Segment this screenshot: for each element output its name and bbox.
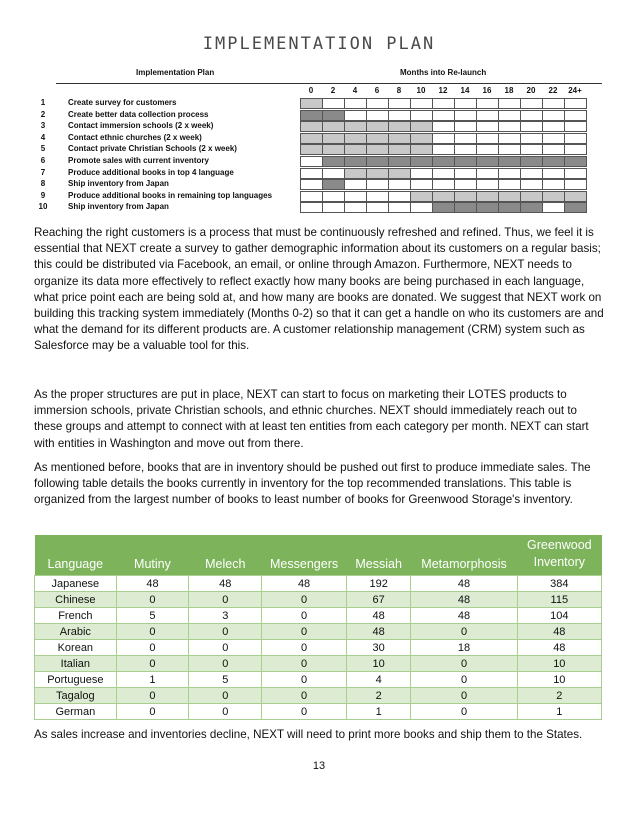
table-cell: 115 — [517, 592, 601, 608]
table-cell: 48 — [116, 576, 189, 592]
gantt-cell — [366, 156, 389, 167]
gantt-cell — [344, 110, 367, 121]
gantt-task-number: 5 — [40, 144, 46, 154]
gantt-cell — [454, 202, 477, 213]
gantt-cell — [300, 110, 323, 121]
gantt-cell — [366, 179, 389, 190]
table-cell: 0 — [116, 688, 189, 704]
gantt-cell — [542, 110, 565, 121]
gantt-cell — [410, 202, 433, 213]
paragraph-inventory: As mentioned before, books that are in inventory should be pushed out first to produce immediate sales. The following table details the books currently in inventory for the top recommended translations. This table is organized from the largest number of books to least number of books for Greenwood Storage's inventory. — [34, 461, 591, 507]
header-messiah: Messiah — [346, 535, 411, 576]
gantt-cell — [432, 156, 455, 167]
gantt-cell — [388, 179, 411, 190]
gantt-cell — [432, 168, 455, 179]
gantt-cell — [322, 110, 345, 121]
gantt-task-number: 4 — [40, 132, 46, 142]
table-cell: 48 — [262, 576, 347, 592]
gantt-cell — [366, 144, 389, 155]
gantt-cell — [564, 191, 587, 202]
gantt-cell — [498, 98, 521, 109]
gantt-cell — [564, 202, 587, 213]
gantt-cell — [454, 121, 477, 132]
gantt-cell — [388, 202, 411, 213]
gantt-cell — [344, 121, 367, 132]
gantt-task-label: Create survey for customers — [68, 98, 177, 107]
table-cell: 0 — [116, 624, 189, 640]
gantt-cell — [322, 156, 345, 167]
gantt-cell — [388, 110, 411, 121]
table-row — [35, 640, 602, 656]
table-cell: 0 — [411, 624, 517, 640]
table-cell: 48 — [411, 608, 517, 624]
table-cell: 0 — [189, 592, 262, 608]
gantt-cell — [564, 121, 587, 132]
header-metamorphosis: Metamorphosis — [411, 535, 517, 576]
table-cell: 0 — [262, 592, 347, 608]
gantt-cell — [366, 191, 389, 202]
gantt-cell — [322, 144, 345, 155]
gantt-cell — [322, 133, 345, 144]
table-cell: Japanese — [35, 576, 117, 592]
gantt-cell — [366, 121, 389, 132]
gantt-task-label: Promote sales with current inventory — [68, 156, 209, 165]
gantt-task-label: Ship inventory from Japan — [68, 202, 169, 212]
table-cell: 3 — [189, 608, 262, 624]
gantt-task-number: 3 — [40, 121, 46, 131]
table-cell: 48 — [411, 592, 517, 608]
table-cell: 48 — [411, 576, 517, 592]
table-cell: 10 — [517, 672, 601, 688]
gantt-cell — [520, 202, 543, 213]
gantt-month-label: 18 — [504, 86, 514, 95]
closing-paragraph: As sales increase and inventories decline, NEXT will need to print more books and ship them to the States. — [34, 728, 583, 741]
gantt-cell — [498, 144, 521, 155]
gantt-cell — [476, 156, 499, 167]
gantt-month-label: 16 — [482, 86, 492, 95]
gantt-cell — [542, 144, 565, 155]
gantt-cell — [432, 179, 455, 190]
gantt-cell — [366, 133, 389, 144]
gantt-cell — [366, 202, 389, 213]
gantt-month-label: 24+ — [568, 86, 582, 95]
gantt-task-row — [36, 133, 602, 144]
table-cell: 192 — [346, 576, 411, 592]
gantt-cell — [564, 133, 587, 144]
table-row — [35, 608, 602, 624]
gantt-month-label: 10 — [416, 86, 426, 95]
gantt-month-label: 8 — [396, 86, 402, 95]
gantt-cell — [300, 144, 323, 155]
table-cell: 4 — [346, 672, 411, 688]
table-cell: 0 — [411, 704, 517, 720]
table-row — [35, 704, 602, 720]
implementation-gantt-chart — [36, 68, 602, 220]
gantt-cell — [564, 168, 587, 179]
table-cell: Arabic — [35, 624, 117, 640]
gantt-month-label: 14 — [460, 86, 470, 95]
gantt-month-label: 6 — [374, 86, 380, 95]
table-cell: German — [35, 704, 117, 720]
gantt-cell — [410, 98, 433, 109]
gantt-cell — [300, 202, 323, 213]
table-cell: Korean — [35, 640, 117, 656]
gantt-cell — [542, 191, 565, 202]
table-row — [35, 672, 602, 688]
gantt-cell — [564, 110, 587, 121]
table-row — [35, 592, 602, 608]
gantt-task-row — [36, 191, 602, 202]
gantt-cell — [432, 133, 455, 144]
table-cell: Portuguese — [35, 672, 117, 688]
gantt-task-row — [36, 144, 602, 155]
table-row — [35, 576, 602, 592]
gantt-cell — [344, 168, 367, 179]
table-cell: 0 — [262, 704, 347, 720]
gantt-cell — [300, 191, 323, 202]
gantt-cell — [476, 144, 499, 155]
table-cell: 48 — [517, 640, 601, 656]
table-cell: 0 — [262, 608, 347, 624]
gantt-task-label: Produce additional books in remaining top languages — [68, 190, 273, 200]
gantt-cell — [542, 168, 565, 179]
gantt-task-number: 6 — [40, 156, 46, 165]
gantt-task-number: 10 — [38, 202, 48, 212]
gantt-cell — [498, 133, 521, 144]
gantt-cell — [476, 191, 499, 202]
gantt-cell — [344, 156, 367, 167]
gantt-cell — [520, 191, 543, 202]
gantt-month-label: 20 — [526, 86, 536, 95]
gantt-cell — [388, 144, 411, 155]
table-cell: 0 — [116, 640, 189, 656]
gantt-cell — [344, 144, 367, 155]
gantt-task-label: Produce additional books in top 4 language — [68, 167, 234, 177]
gantt-cell — [542, 202, 565, 213]
gantt-cell — [410, 156, 433, 167]
gantt-cell — [542, 98, 565, 109]
table-cell: 48 — [346, 608, 411, 624]
table-cell: 0 — [411, 672, 517, 688]
gantt-cell — [542, 156, 565, 167]
gantt-cell — [520, 144, 543, 155]
gantt-month-label: 12 — [438, 86, 448, 95]
table-cell: 2 — [517, 688, 601, 704]
gantt-cell — [344, 98, 367, 109]
gantt-cell — [476, 110, 499, 121]
table-cell: 0 — [262, 656, 347, 672]
table-cell: 384 — [517, 576, 601, 592]
table-cell: 0 — [262, 672, 347, 688]
table-cell: 0 — [189, 624, 262, 640]
table-cell: 0 — [411, 656, 517, 672]
gantt-cell — [542, 179, 565, 190]
gantt-cell — [432, 191, 455, 202]
gantt-task-row — [36, 179, 602, 190]
gantt-cell — [410, 110, 433, 121]
gantt-cell — [520, 110, 543, 121]
gantt-cell — [366, 168, 389, 179]
gantt-task-number: 1 — [40, 98, 46, 107]
gantt-cell — [476, 98, 499, 109]
table-row — [35, 656, 602, 672]
header-messengers: Messengers — [262, 535, 347, 576]
gantt-cell — [410, 133, 433, 144]
gantt-cell — [432, 110, 455, 121]
gantt-task-row — [36, 110, 602, 121]
gantt-task-row — [36, 98, 602, 109]
inventory-table-header — [35, 535, 602, 576]
table-cell: 2 — [346, 688, 411, 704]
gantt-cell — [454, 144, 477, 155]
gantt-cell — [476, 179, 499, 190]
gantt-cell — [344, 133, 367, 144]
paragraph-customers: Reaching the right customers is a process that must be continuously refreshed and refined. Thus, we feel it is essential that NEXT create a survey to gather demographic information about its customers on a regular basis; this could be distributed via Facebook, an email, or online through Amazon. Furthermore, NEXT needs to organize its data more effectively to reflect exactly how many books are being purchased in each language, what price point each are being sold at, and how many are books are donated. We suggest that NEXT work on building this tracking system immediately (Months 0-2) so that it can get a handle on who its customers are and what the demand for its different products are. A customer relationship management (CRM) system such as Salesforce may be a valuable tool for this. — [34, 226, 604, 353]
gantt-cell — [498, 121, 521, 132]
gantt-task-row — [36, 156, 602, 167]
gantt-cell — [520, 179, 543, 190]
inventory-table — [34, 535, 602, 720]
gantt-cell — [388, 133, 411, 144]
gantt-cell — [410, 168, 433, 179]
gantt-cell — [520, 98, 543, 109]
header-language: Language — [35, 535, 117, 576]
gantt-cell — [410, 121, 433, 132]
gantt-cell — [322, 168, 345, 179]
gantt-cell — [410, 179, 433, 190]
gantt-cell — [410, 144, 433, 155]
gantt-cell — [454, 98, 477, 109]
gantt-cell — [322, 121, 345, 132]
gantt-cell — [520, 133, 543, 144]
page-number: 13 — [312, 760, 326, 772]
gantt-cell — [344, 191, 367, 202]
gantt-cell — [410, 191, 433, 202]
table-cell: Italian — [35, 656, 117, 672]
gantt-task-number: 9 — [40, 190, 46, 200]
gantt-task-row — [36, 121, 602, 132]
gantt-cell — [388, 168, 411, 179]
header-melech: Melech — [189, 535, 262, 576]
gantt-cell — [388, 98, 411, 109]
gantt-cell — [322, 179, 345, 190]
table-cell: 5 — [189, 672, 262, 688]
header-mutiny: Mutiny — [116, 535, 189, 576]
table-cell: Chinese — [35, 592, 117, 608]
table-cell: 10 — [346, 656, 411, 672]
gantt-cell — [476, 133, 499, 144]
gantt-cell — [432, 202, 455, 213]
table-cell: 0 — [189, 640, 262, 656]
gantt-cell — [322, 98, 345, 109]
gantt-cell — [454, 110, 477, 121]
header-greenwood-inventory: Greenwood Inventory — [517, 535, 601, 576]
table-cell: 48 — [189, 576, 262, 592]
gantt-cell — [564, 98, 587, 109]
table-row — [35, 688, 602, 704]
gantt-cell — [564, 144, 587, 155]
gantt-cell — [454, 179, 477, 190]
gantt-cell — [476, 121, 499, 132]
table-cell: 1 — [517, 704, 601, 720]
table-cell: 5 — [116, 608, 189, 624]
gantt-cell — [454, 156, 477, 167]
gantt-cell — [344, 179, 367, 190]
table-cell: 0 — [262, 640, 347, 656]
gantt-cell — [498, 202, 521, 213]
table-cell: French — [35, 608, 117, 624]
table-cell: 67 — [346, 592, 411, 608]
gantt-task-label: Contact private Christian Schools (2 x week) — [68, 144, 237, 154]
gantt-cell — [300, 156, 323, 167]
gantt-divider — [56, 83, 602, 84]
gantt-cell — [498, 156, 521, 167]
table-cell: 0 — [189, 688, 262, 704]
gantt-task-label: Create better data collection process — [68, 109, 209, 119]
gantt-month-label: 22 — [548, 86, 558, 95]
gantt-task-label: Contact ethnic churches (2 x week) — [68, 132, 202, 142]
gantt-cell — [432, 144, 455, 155]
gantt-month-label: 2 — [330, 86, 336, 95]
gantt-cell — [542, 133, 565, 144]
gantt-cell — [300, 98, 323, 109]
gantt-header-right: Months into Re-launch — [400, 68, 487, 77]
gantt-task-row — [36, 168, 602, 179]
gantt-cell — [300, 133, 323, 144]
table-cell: 0 — [262, 624, 347, 640]
table-cell: 1 — [116, 672, 189, 688]
table-cell: 30 — [346, 640, 411, 656]
gantt-cell — [498, 110, 521, 121]
table-cell: 18 — [411, 640, 517, 656]
gantt-cell — [454, 168, 477, 179]
table-cell: 10 — [517, 656, 601, 672]
gantt-cell — [388, 156, 411, 167]
table-cell: 104 — [517, 608, 601, 624]
gantt-task-label: Ship inventory from Japan — [68, 179, 169, 189]
table-cell: 0 — [262, 688, 347, 704]
table-cell: 48 — [517, 624, 601, 640]
gantt-cell — [476, 202, 499, 213]
gantt-cell — [498, 168, 521, 179]
gantt-cell — [322, 191, 345, 202]
gantt-month-label: 0 — [308, 86, 314, 95]
gantt-header-left: Implementation Plan — [136, 68, 215, 77]
gantt-task-label: Contact immersion schools (2 x week) — [68, 121, 214, 131]
gantt-task-number: 8 — [40, 179, 46, 189]
table-cell: 0 — [116, 592, 189, 608]
gantt-cell — [564, 156, 587, 167]
gantt-cell — [476, 168, 499, 179]
table-cell: 1 — [346, 704, 411, 720]
gantt-cell — [520, 121, 543, 132]
table-cell: 0 — [189, 656, 262, 672]
gantt-cell — [432, 121, 455, 132]
page-title: IMPLEMENTATION PLAN — [202, 34, 436, 54]
table-cell: 0 — [411, 688, 517, 704]
gantt-cell — [498, 179, 521, 190]
table-row — [35, 624, 602, 640]
gantt-task-number: 7 — [40, 167, 46, 177]
gantt-cell — [454, 133, 477, 144]
gantt-cell — [300, 168, 323, 179]
gantt-cell — [542, 121, 565, 132]
gantt-cell — [520, 168, 543, 179]
table-cell: 0 — [116, 704, 189, 720]
gantt-cell — [388, 121, 411, 132]
gantt-cell — [388, 191, 411, 202]
gantt-task-row — [36, 202, 602, 213]
table-cell: 0 — [116, 656, 189, 672]
gantt-cell — [300, 179, 323, 190]
gantt-cell — [322, 202, 345, 213]
gantt-cell — [366, 110, 389, 121]
gantt-cell — [454, 191, 477, 202]
gantt-cell — [432, 98, 455, 109]
gantt-cell — [344, 202, 367, 213]
table-cell: Tagalog — [35, 688, 117, 704]
gantt-cell — [498, 191, 521, 202]
gantt-cell — [564, 179, 587, 190]
paragraph-marketing: As the proper structures are put in place, NEXT can start to focus on marketing their LOTES products to immersion schools, private Christian schools, and ethnic churches. NEXT should immediately reach out to these groups and attempt to connect with at least ten entities from each category per month. NEXT can start with entities in Washington and move out from there. — [34, 388, 589, 450]
gantt-cell — [520, 156, 543, 167]
table-cell: 48 — [346, 624, 411, 640]
gantt-task-number: 2 — [40, 109, 46, 119]
gantt-cell — [300, 121, 323, 132]
gantt-cell — [366, 98, 389, 109]
table-cell: 0 — [189, 704, 262, 720]
gantt-month-label: 4 — [352, 86, 358, 95]
